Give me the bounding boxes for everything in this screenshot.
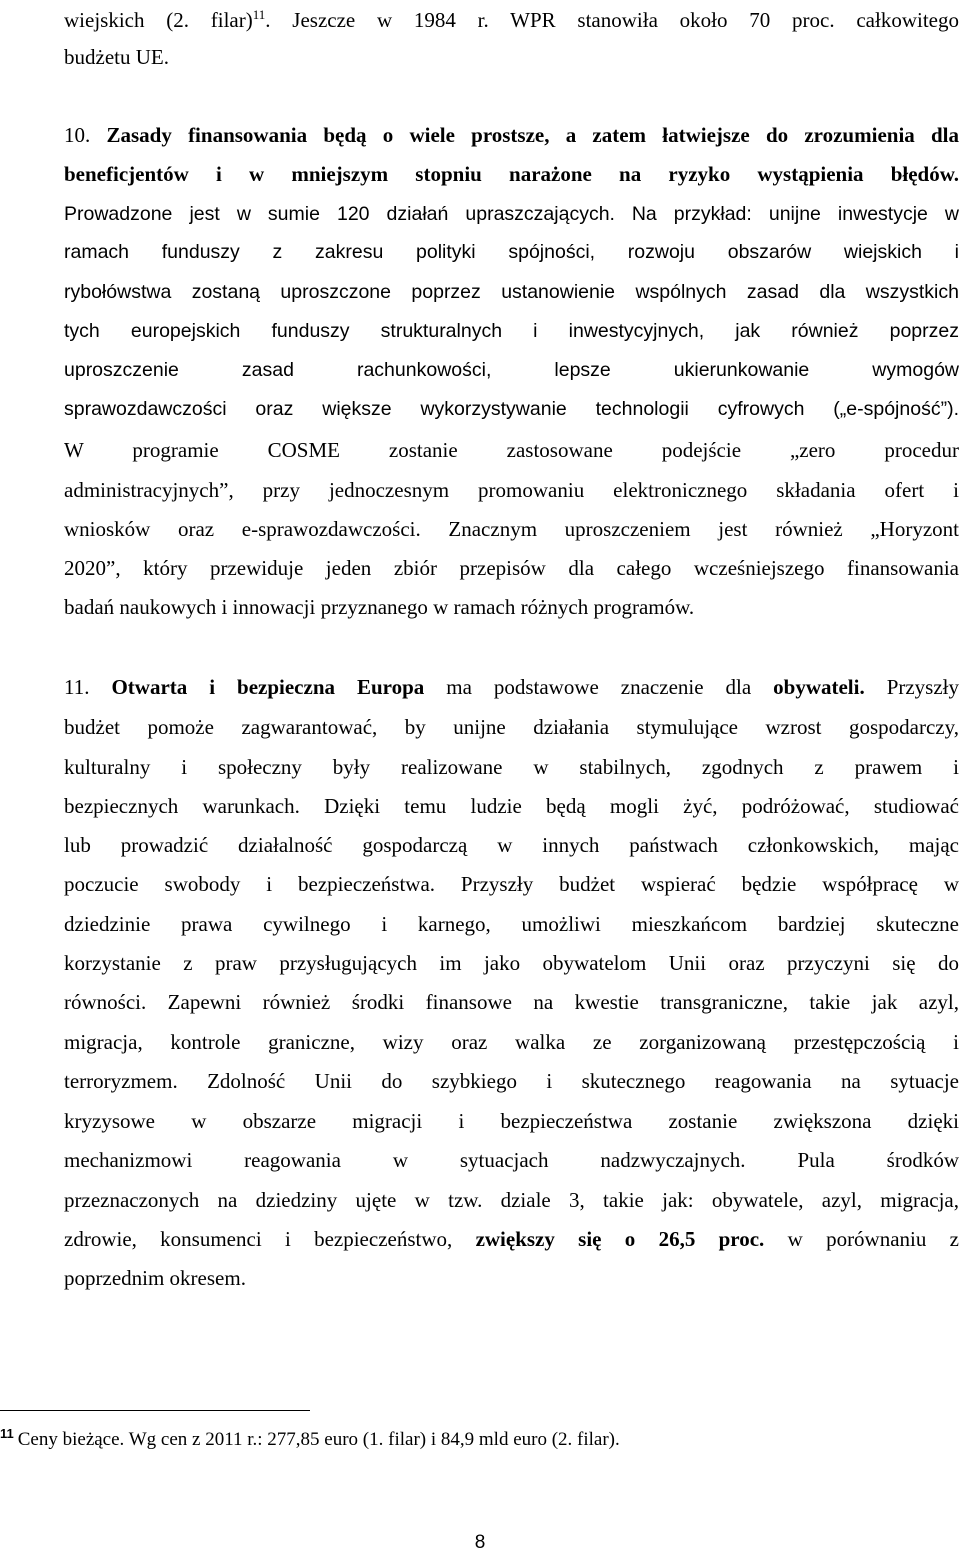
- text-line: lub prowadzić działalność gospodarczą w innych państwach członkowskich, mając: [64, 833, 959, 857]
- text-line: W programie COSME zostanie zastosowane podejście „zero procedur: [64, 438, 959, 462]
- text-line: administracyjnych”, przy jednoczesnym promowaniu elektronicznego składania ofert i: [64, 478, 959, 502]
- text-line: wniosków oraz e-sprawozdawczości. Znacznym uproszczeniem jest również „Horyzont: [64, 517, 959, 541]
- footnote-number: 11: [0, 1425, 14, 1441]
- text-line: terroryzmem. Zdolność Unii do szybkiego i skutecznego reagowania na sytuacje: [64, 1069, 959, 1093]
- text-line: kulturalny i społeczny były realizowane w stabilnych, zgodnych z prawem i: [64, 755, 959, 779]
- text-line: ramach funduszy z zakresu polityki spójności, rozwoju obszarów wiejskich i: [64, 241, 959, 263]
- text-line: budżet pomoże zagwarantować, by unijne działania stymulujące wzrost gospodarczy,: [64, 715, 959, 739]
- text-line: wiejskich (2. filar)$^{11}$. Jeszcze w 1984 r. WPR stanowiła około 70 proc. całkowitego: [64, 7, 959, 32]
- text-line: 2020”, który przewiduje jeden zbiór przepisów dla całego wcześniejszego finansowania: [64, 556, 959, 580]
- text-line: rybołówstwa zostaną uproszczone poprzez ustanowienie wspólnych zasad dla wszystkich: [64, 281, 959, 303]
- footnote-reference: 11: [252, 7, 266, 22]
- text-line: migracja, kontrole graniczne, wizy oraz walka ze zorganizowaną przestępczością i: [64, 1030, 959, 1054]
- text-line: sprawozdawczości oraz większe wykorzystywanie technologii cyfrowych („e-spójność”).: [64, 398, 959, 420]
- footnote: [0, 1424, 950, 1456]
- text-line: tych europejskich funduszy strukturalnych i inwestycyjnych, jak również poprzez: [64, 320, 959, 342]
- paragraph-number: 11.: [64, 675, 90, 699]
- text-line: zdrowie, konsumenci i bezpieczeństwo, zwiększy się o 26,5 proc. w porównaniu z: [64, 1227, 959, 1251]
- footnote-text: Ceny bieżące. Wg cen z 2011 r.: 277,85 euro (1. filar) i 84,9 mld euro (2. filar).: [17, 1429, 620, 1450]
- page-number: 8: [474, 1532, 486, 1553]
- footnote-separator: [0, 1410, 310, 1411]
- text-line: poprzednim okresem.: [64, 1266, 246, 1290]
- text-line: kryzysowe w obszarze migracji i bezpieczeństwa zostanie zwiększona dzięki: [64, 1109, 959, 1133]
- text-line: budżetu UE.: [64, 45, 169, 69]
- text-line: beneficjentów i w mniejszym stopniu narażone na ryzyko wystąpienia błędów.: [64, 162, 959, 186]
- text-line: dziedzinie prawa cywilnego i karnego, umożliwi mieszkańcom bardziej skuteczne: [64, 912, 959, 936]
- paragraph-10-heading: 10. Zasady finansowania będą o wiele prostsze, a zatem łatwiejsze do zrozumienia dla: [64, 123, 960, 147]
- text-line: korzystanie z praw przysługujących im jako obywatelom Unii oraz przyczyni się do: [64, 951, 959, 975]
- paragraph-11-heading: 11. Otwarta i bezpieczna Europa ma podstawowe znaczenie dla obywateli. Przyszły: [64, 675, 960, 699]
- text-line: bezpiecznych warunkach. Dzięki temu ludzie będą mogli żyć, podróżować, studiować: [64, 794, 959, 818]
- text-line: przeznaczonych na dziedziny ujęte w tzw. dziale 3, takie jak: obywatele, azyl, migracja,: [64, 1188, 959, 1212]
- paragraph-number: 10.: [64, 123, 91, 147]
- text-line: mechanizmowi reagowania w sytuacjach nadzwyczajnych. Pula środków: [64, 1148, 959, 1172]
- text-line: Prowadzone jest w sumie 120 działań upraszczających. Na przykład: unijne inwestycje w: [64, 203, 960, 225]
- text-line: poczucie swobody i bezpieczeństwa. Przyszły budżet wspierać będzie współpracę w: [64, 872, 959, 896]
- text-line: uproszczenie zasad rachunkowości, lepsze ukierunkowanie wymogów: [64, 359, 959, 381]
- text-line: badań naukowych i innowacji przyznanego w ramach różnych programów.: [64, 595, 695, 619]
- text-line: równości. Zapewni również środki finansowe na kwestie transgraniczne, takie jak azyl,: [64, 990, 959, 1014]
